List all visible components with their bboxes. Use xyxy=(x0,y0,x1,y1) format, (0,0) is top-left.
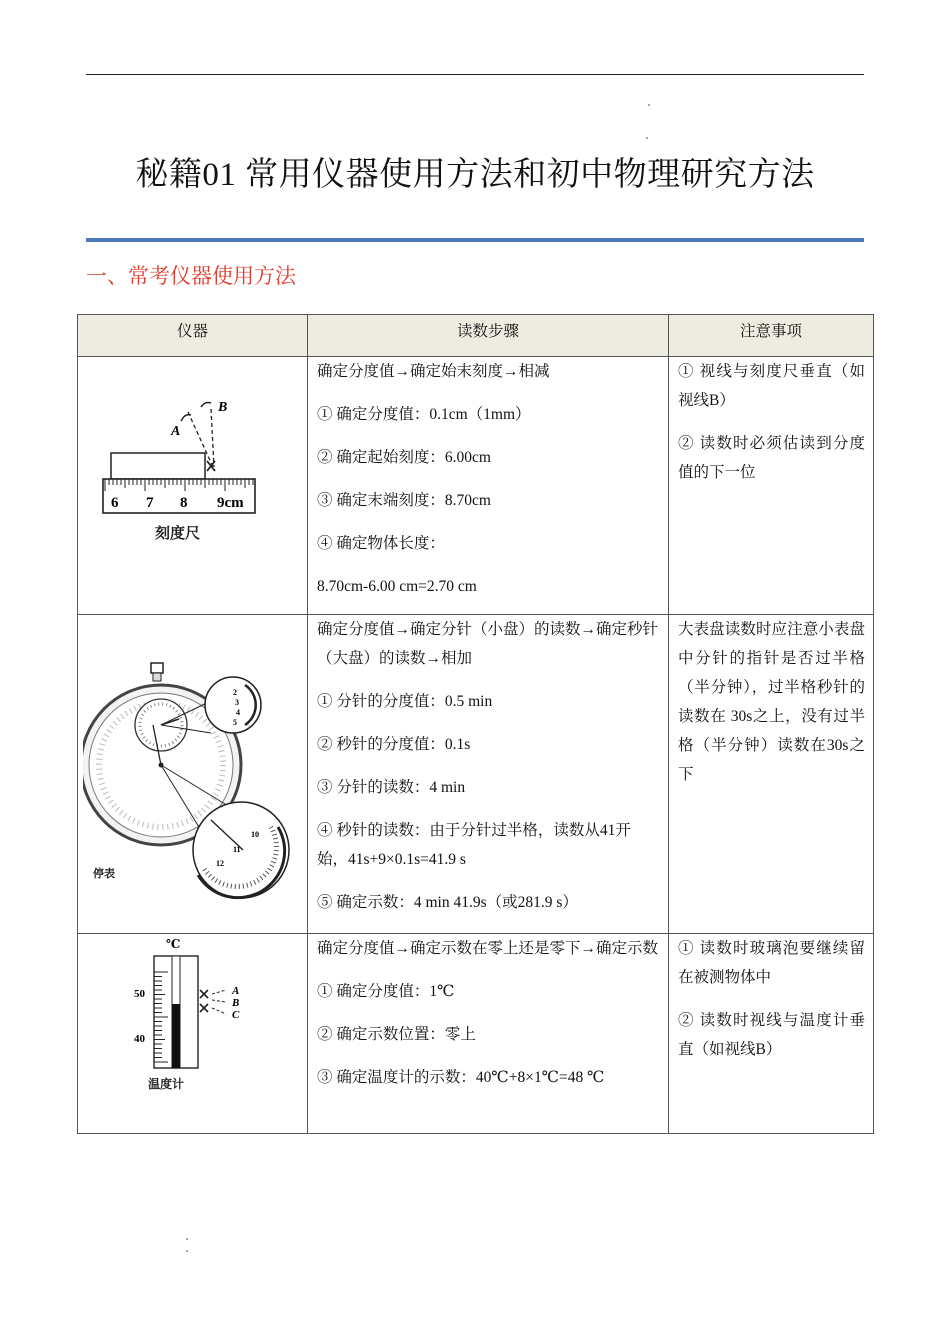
speck xyxy=(186,1250,188,1252)
dial-12: 12 xyxy=(215,859,224,868)
step-line: ② 秒针的分度值：0.1s xyxy=(317,736,471,753)
speck xyxy=(186,1238,188,1240)
dial-3: 3 xyxy=(234,698,239,707)
table-row xyxy=(78,934,874,1134)
table-row xyxy=(78,615,874,934)
step-line: ① 分针的分度值：0.5 min xyxy=(317,693,493,710)
dial-2: 2 xyxy=(232,688,237,697)
figure-caption: 停表 xyxy=(92,867,115,880)
tick-9cm: 9cm xyxy=(216,495,244,511)
step-line: 8.70cm-6.00 cm=2.70 cm xyxy=(317,578,477,595)
unit-celsius: ℃ xyxy=(165,937,180,951)
sight-b: B xyxy=(231,997,239,1009)
step-line: ④ 秒针的读数：由于分针过半格，读数从41开始，41s+9×0.1s=41.9 s xyxy=(317,822,631,868)
sight-a: A xyxy=(231,985,239,997)
section-heading: 一、常考仪器使用方法 xyxy=(86,264,296,288)
scale-40: 40 xyxy=(133,1033,145,1045)
step-line: ① 确定分度值：1℃ xyxy=(317,983,455,1000)
tick-7: 7 xyxy=(145,495,153,511)
table-row xyxy=(78,357,874,615)
label-b: B xyxy=(217,400,227,415)
step-line: ⑤ 确定示数：4 min 41.9s（或281.9 s） xyxy=(317,894,578,911)
table-header-row xyxy=(78,315,874,357)
notes-cell xyxy=(669,357,874,615)
ruler-figure xyxy=(93,357,293,557)
header-rule xyxy=(86,74,864,75)
header-steps: 读数步骤 xyxy=(308,315,669,357)
label-a: A xyxy=(170,424,180,439)
dial-10: 10 xyxy=(250,830,259,839)
step-line: ③ 确定温度计的示数：40℃+8×1℃=48 ℃ xyxy=(317,1069,605,1086)
notes-cell xyxy=(669,934,874,1134)
step-line: ② 确定示数位置：零上 xyxy=(317,1026,476,1043)
step-line: ④ 确定物体长度： xyxy=(317,535,445,552)
steps-cell xyxy=(308,615,669,934)
header-instrument: 仪器 xyxy=(78,315,308,357)
note-line: ② 读数时必须估读到分度值的下一位 xyxy=(678,435,865,481)
step-line: ② 确定起始刻度：6.00cm xyxy=(317,449,491,466)
note-line: 大表盘读数时应注意小表盘中分针的指针是否过半格（半分钟），过半格秒针的读数在 30s之上，没有过半格（半分钟）读数在30s之下 xyxy=(678,621,865,783)
thermometer-figure xyxy=(128,934,258,1094)
step-line: ③ 分针的读数：4 min xyxy=(317,779,466,796)
sight-c: C xyxy=(231,1009,239,1021)
note-line: ② 读数时视线与温度计垂直（如视线B） xyxy=(678,1012,865,1058)
step-line: ① 确定分度值：0.1cm（1mm） xyxy=(317,406,531,423)
steps-cell xyxy=(308,934,669,1134)
header-notes: 注意事项 xyxy=(669,315,874,357)
steps-cell xyxy=(308,357,669,615)
step-line: 确定分度值→确定始末刻度→相减 xyxy=(317,363,550,380)
notes-cell xyxy=(669,615,874,934)
instrument-cell xyxy=(78,357,308,615)
step-line: ③ 确定末端刻度：8.70cm xyxy=(317,492,491,509)
tick-8: 8 xyxy=(179,495,187,511)
note-line: ① 读数时玻璃泡要继续留在被测物体中 xyxy=(678,940,865,986)
instrument-cell xyxy=(78,615,308,934)
page-title: 秘籍01 常用仪器使用方法和初中物理研究方法 xyxy=(135,157,815,193)
figure-caption: 温度计 xyxy=(147,1077,184,1091)
instrument-cell xyxy=(78,934,308,1134)
dial-5: 5 xyxy=(232,718,237,727)
step-line: 确定分度值→确定分针（小盘）的读数→确定秒针（大盘）的读数→相加 xyxy=(317,621,659,667)
dial-11: 11 xyxy=(232,845,241,854)
speck xyxy=(648,104,650,106)
instrument-table xyxy=(77,314,874,1134)
figure-caption: 刻度尺 xyxy=(154,524,200,542)
tick-6: 6 xyxy=(110,495,118,511)
speck xyxy=(646,137,648,139)
stopwatch-figure xyxy=(83,615,303,915)
title-underline xyxy=(86,238,864,242)
scale-50: 50 xyxy=(133,988,145,1000)
step-line: 确定分度值→确定示数在零上还是零下→确定示数 xyxy=(317,940,659,957)
note-line: ① 视线与刻度尺垂直（如视线B） xyxy=(678,363,865,409)
dial-4: 4 xyxy=(235,708,240,717)
